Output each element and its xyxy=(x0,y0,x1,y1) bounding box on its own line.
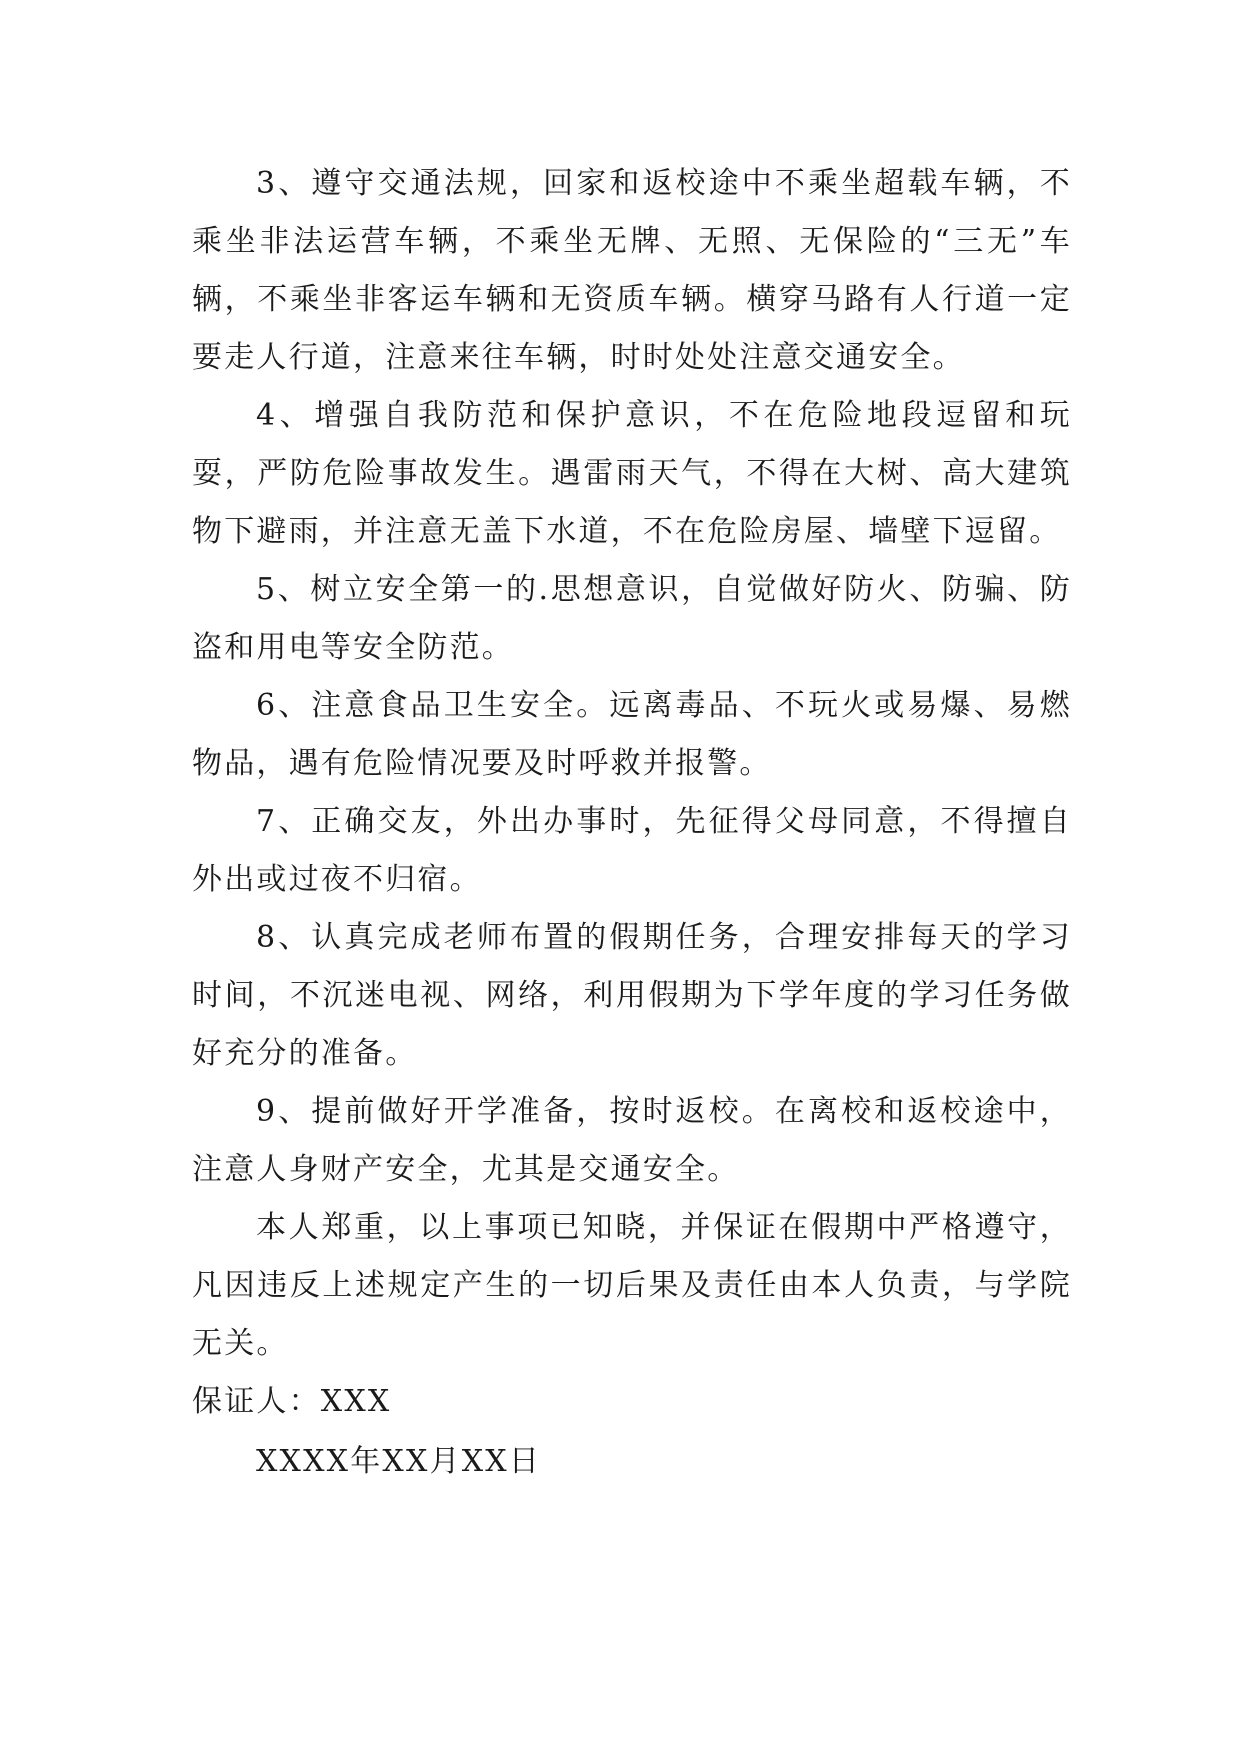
item-5-paragraph: 5、树立安全第一的.思想意识，自觉做好防火、防骗、防盗和用电等安全防范。 xyxy=(192,572,1072,665)
item-3-paragraph: 3、遵守交通法规，回家和返校途中不乘坐超载车辆，不乘坐非法运营车辆，不乘坐无牌、无照、无保险的“三无”车辆，不乘坐非客运车辆和无资质车辆。横穿马路有人行道一定要走人行道，注意来往车辆，时时处处注意交通安全。 xyxy=(192,166,1072,375)
item-9-paragraph: 9、提前做好开学准备，按时返校。在离校和返校途中，注意人身财产安全，尤其是交通安全。 xyxy=(192,1094,1072,1187)
item-4-paragraph: 4、增强自我防范和保护意识，不在危险地段逗留和玩耍，严防危险事故发生。遇雷雨天气，不得在大树、高大建筑物下避雨，并注意无盖下水道，不在危险房屋、墙壁下逗留。 xyxy=(192,398,1072,549)
signer-line: 保证人：XXX xyxy=(192,1384,392,1419)
date-line: XXXX年XX月XX日 xyxy=(256,1444,542,1479)
document-body xyxy=(192,155,1072,1491)
item-6-paragraph: 6、注意食品卫生安全。远离毒品、不玩火或易爆、易燃物品，遇有危险情况要及时呼救并报警。 xyxy=(192,688,1072,781)
item-8-paragraph: 8、认真完成老师布置的假期任务，合理安排每天的学习时间，不沉迷电视、网络，利用假期为下学年度的学习任务做好充分的准备。 xyxy=(192,920,1072,1071)
item-7-paragraph: 7、正确交友，外出办事时，先征得父母同意，不得擅自外出或过夜不归宿。 xyxy=(192,804,1072,897)
pledge-statement: 本人郑重，以上事项已知晓，并保证在假期中严格遵守，凡因违反上述规定产生的一切后果及责任由本人负责，与学院无关。 xyxy=(192,1210,1072,1361)
